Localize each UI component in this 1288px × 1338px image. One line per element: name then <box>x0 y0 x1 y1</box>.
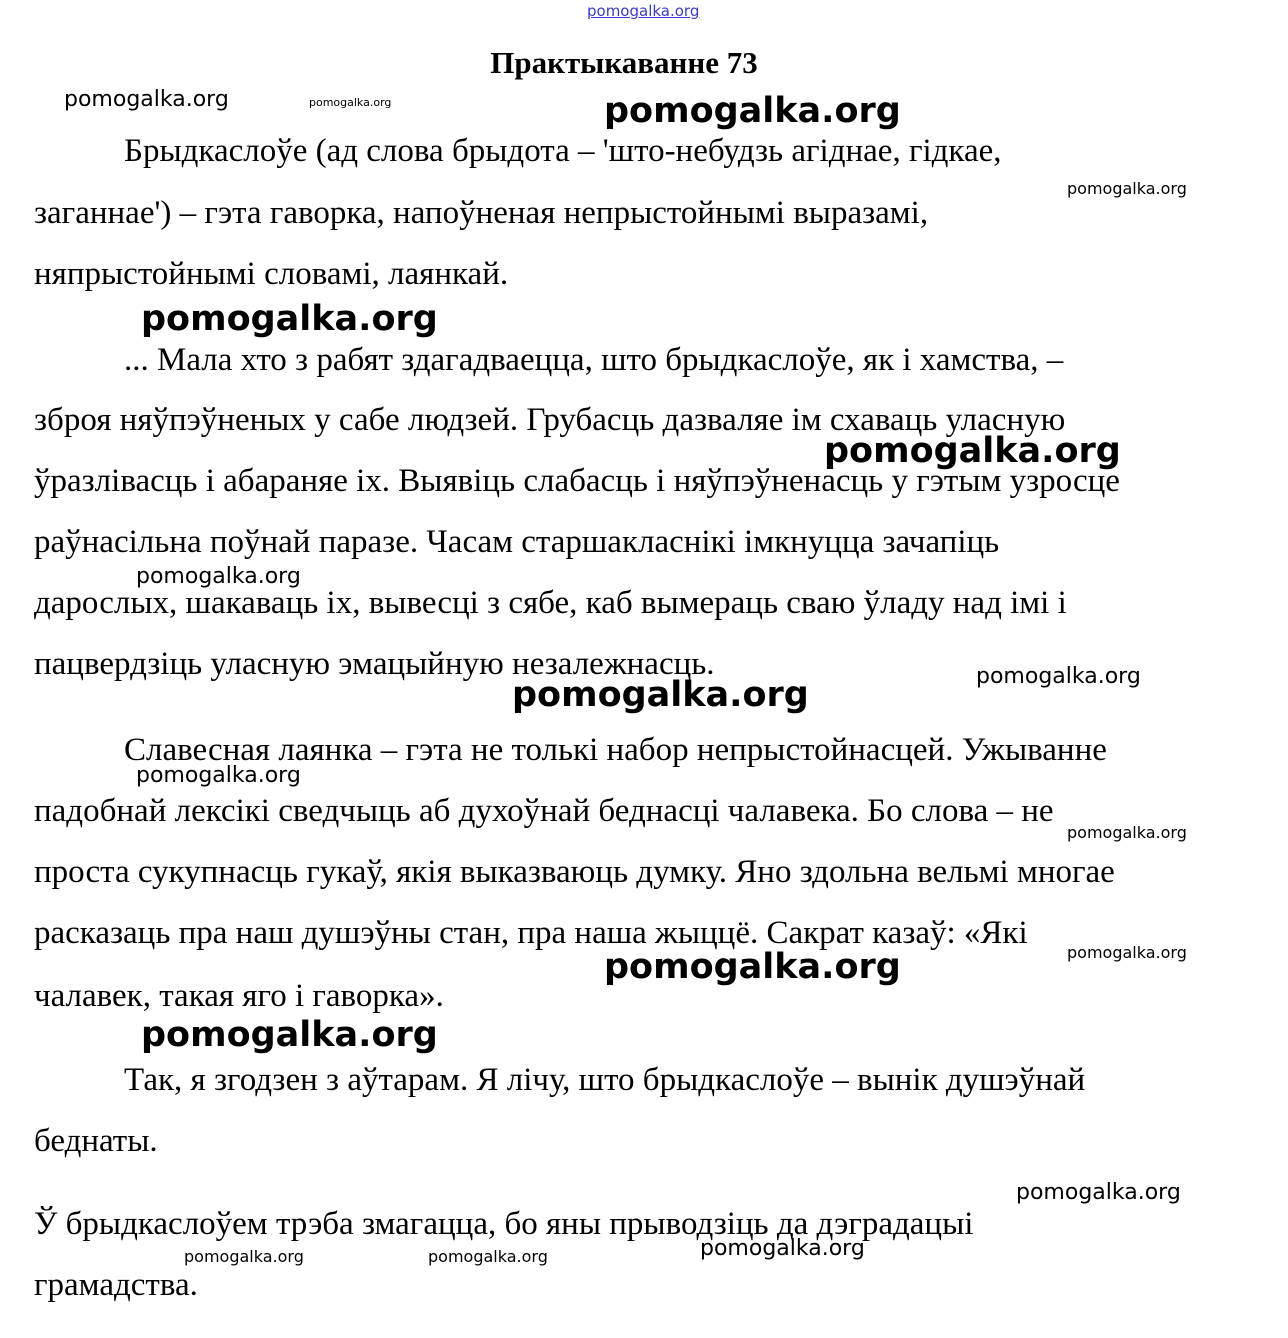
text-line: падобнай лексікі сведчыць аб духоўнай беднасці чалавека. Бо слова – не <box>34 793 1054 829</box>
watermark: pomogalka.org <box>64 87 229 112</box>
watermark: pomogalka.org <box>1067 179 1187 198</box>
watermark: pomogalka.org <box>700 1236 865 1261</box>
watermark: pomogalka.org <box>136 763 301 788</box>
text-line: Так, я згодзен з аўтарам. Я лічу, што брыдкаслоўе – вынік душэўнай <box>124 1062 1086 1098</box>
watermark: pomogalka.org <box>604 947 901 987</box>
watermark: pomogalka.org <box>604 91 901 131</box>
watermark: pomogalka.org <box>184 1247 304 1266</box>
watermark: pomogalka.org <box>141 299 438 339</box>
text-line: заганнае') – гэта гаворка, напоўненая непрыстойнымі выразамі, <box>34 195 929 231</box>
text-line: ... Мала хто з рабят здагадваецца, што брыдкаслоўе, як і хамства, – <box>124 342 1064 378</box>
source-link[interactable]: pomogalka.org <box>587 2 700 20</box>
page-title: Практыкаванне 73 <box>490 45 758 80</box>
watermark: pomogalka.org <box>512 675 809 715</box>
text-line: ўразлівасць і абараняе іх. Выявіць слабасць і няўпэўненасць у гэтым узросце <box>34 463 1120 499</box>
text-line: пацвердзіць уласную эмацыйную незалежнасць. <box>34 646 715 682</box>
text-line: дарослых, шакаваць іх, вывесці з сябе, каб вымераць сваю ўладу над імі і <box>34 585 1067 621</box>
text-line: проста сукупнасць гукаў, якія выказваюць думку. Яно здольна вельмі многае <box>34 854 1115 890</box>
text-line: беднаты. <box>34 1123 158 1159</box>
watermark: pomogalka.org <box>824 431 1121 471</box>
text-line: няпрыстойнымі словамі, лаянкай. <box>34 256 509 292</box>
text-line: зброя няўпэўненых у сабе людзей. Грубасць дазваляе ім схаваць уласную <box>34 402 1066 438</box>
watermark: pomogalka.org <box>428 1247 548 1266</box>
text-line: чалавек, такая яго і гаворка». <box>34 978 444 1014</box>
text-line: грамадства. <box>34 1267 198 1303</box>
text-line: Ў брыдкаслоўем трэба змагацца, бо яны прыводзіць да дэградацыі <box>34 1206 974 1242</box>
watermark: pomogalka.org <box>141 1015 438 1055</box>
text-line: Брыдкаслоўе (ад слова брыдота – 'што-небудзь агіднае, гідкае, <box>124 133 1002 169</box>
text-line: расказаць пра наш душэўны стан, пра наша жыццё. Сакрат казаў: «Які <box>34 915 1028 951</box>
watermark: pomogalka.org <box>136 564 301 589</box>
watermark: pomogalka.org <box>1067 943 1187 962</box>
text-line: Славесная лаянка – гэта не толькі набор непрыстойнасцей. Ужыванне <box>124 732 1107 768</box>
watermark: pomogalka.org <box>976 664 1141 689</box>
text-line: раўнасільна поўнай паразе. Часам старшакласнікі імкнуцца зачапіць <box>34 524 1000 560</box>
watermark: pomogalka.org <box>309 96 392 109</box>
watermark: pomogalka.org <box>1016 1180 1181 1205</box>
watermark: pomogalka.org <box>1067 823 1187 842</box>
